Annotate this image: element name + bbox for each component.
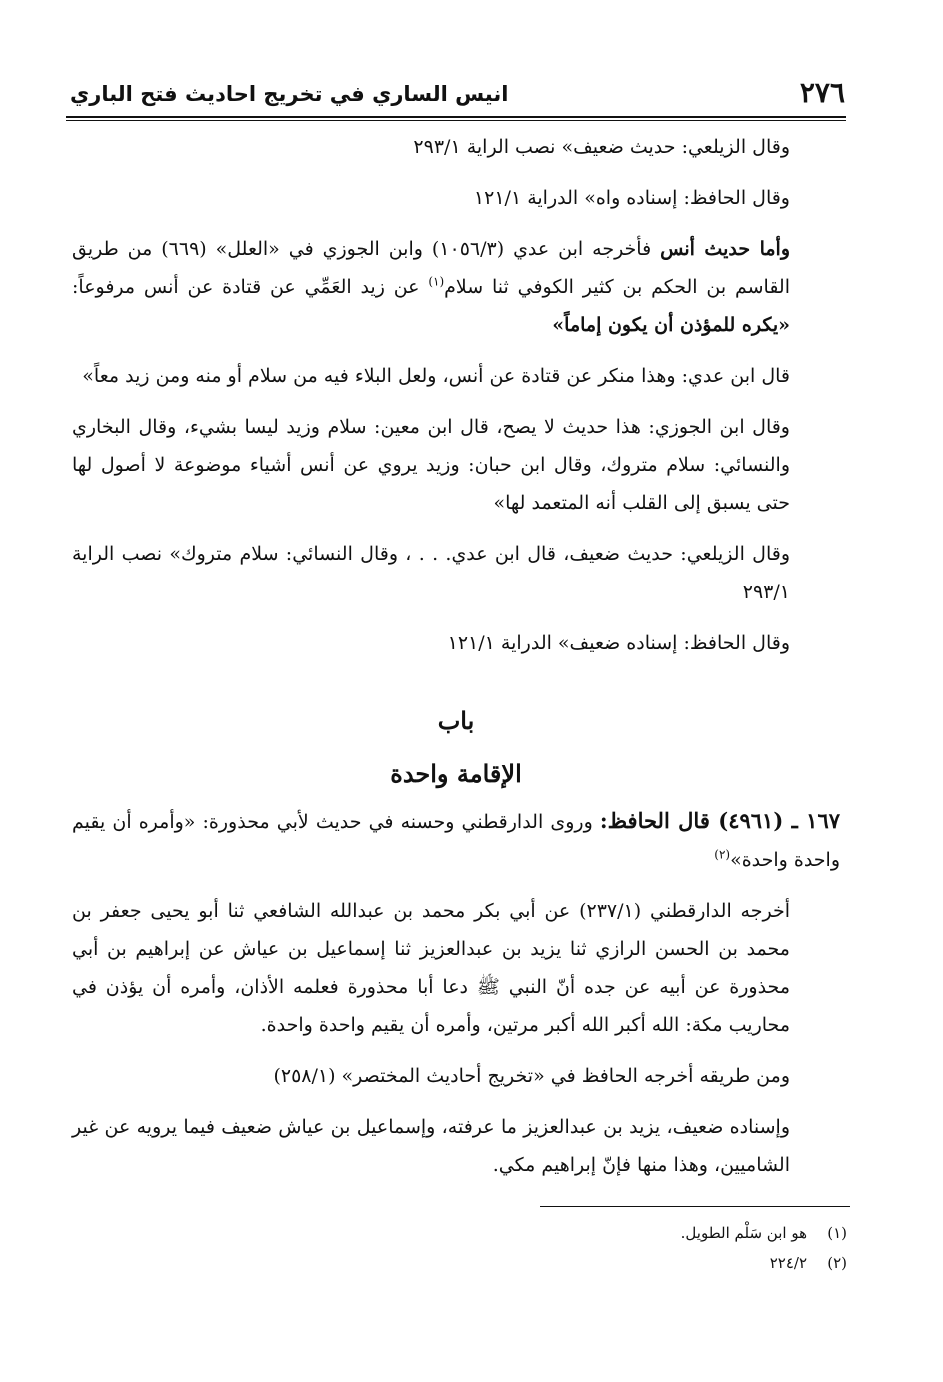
footnote-number: (١) xyxy=(827,1224,847,1242)
chapter-spacer xyxy=(72,675,840,701)
ibn-adi-paragraph: قال ابن عدي: وهذا منكر عن قتادة عن أنس، ولعل البلاء فيه من سلام أو منه ومن زيد معاً» xyxy=(82,365,790,387)
footnote-ref-2: (٢) xyxy=(714,847,731,862)
hadith-number: ١٦٧ ـ (٤٩٦١) قال الحافظ: xyxy=(599,808,841,833)
chapter-label: باب xyxy=(437,706,475,735)
anas-text-1: فأخرجه ابن عدي (١٠٥٦/٣) وابن الجوزي في «العلل» (٦٦٩) من طريق القاسم بن الحكم بن كثير الكوفي ثنا سلام xyxy=(72,238,791,298)
anas-quote: «يكره للمؤذن أن يكون إماماً» xyxy=(552,314,790,336)
footnote-text: هو ابن سَلْم الطويل. xyxy=(680,1224,807,1242)
zaylai-paragraph: وقال الزيلعي: حديث ضعيف، قال ابن عدي. . . ، وقال النسائي: سلام متروك» نصب الراية ٢٩٣/١ xyxy=(72,543,790,603)
anas-lead: وأما حديث أنس xyxy=(660,238,790,260)
footnotes xyxy=(447,1218,847,1278)
tariq-paragraph: ومن طريقه أخرجه الحافظ في «تخريج أحاديث المختصر» (٢٥٨/١) xyxy=(273,1065,790,1087)
page-body xyxy=(72,128,840,1197)
anas-text-2: عن زيد العَمِّي عن قتادة عن أنس مرفوعاً: xyxy=(72,276,429,298)
anas-hadith-paragraph xyxy=(72,230,840,344)
hafiz-quote: وقال الحافظ: إسناده واه» الدراية ١٢١/١ xyxy=(473,187,790,209)
ibn-jawzi-paragraph: وقال ابن الجوزي: هذا حديث لا يصح، قال ابن معين: سلام وزيد ليسا بشيء، وقال البخاري والنسائي: سلام متروك، وقال ابن حبان: وزيد يروي عن أنس أشياء موضوعة لا أصول لها حتى يسبق إلى القلب أنه المتعمد لها» xyxy=(72,416,790,514)
footnote-text: ٢٢٤/٢ xyxy=(769,1254,807,1272)
running-head xyxy=(60,76,845,116)
footnote-ref-1: (١) xyxy=(428,274,445,289)
chapter-title: الإقامة واحدة xyxy=(390,759,522,788)
hadith-text: وروى الدارقطني وحسنه في حديث لأبي محذورة: «وأمره أن يقيم واحدة واحدة» xyxy=(72,811,840,871)
hadith-entry xyxy=(72,802,840,879)
daraqutni-paragraph: أخرجه الدارقطني (٢٣٧/١) عن أبي بكر محمد بن عبدالله الشافعي ثنا أبو يحيى جعفر بن محمد بن الحسن الرازي ثنا يزيد بن عبدالعزيز ثنا إسماعيل بن عياش عن إبراهيم بن أبي محذورة عن أبيه عن جده أنّ النبي ﷺ دعا أبا محذورة فعلمه الأذان، وأمره أن يؤذن في محاريب مكة: الله أكبر الله أكبر مرتين، وأمره أن يقيم واحدة واحدة. xyxy=(72,900,790,1036)
header-rule xyxy=(66,116,846,118)
footnote-number: (٢) xyxy=(827,1254,847,1272)
isnad-paragraph: وإسناده ضعيف، يزيد بن عبدالعزيز ما عرفته، وإسماعيل بن عياش ضعيف فيما يرويه عن غير الشاميين، وهذا منها فإنّ إبراهيم مكي. xyxy=(72,1116,790,1176)
footnote-rule xyxy=(540,1206,850,1207)
zaylai-quote: وقال الزيلعي: حديث ضعيف» نصب الراية ٢٩٣/١ xyxy=(413,136,790,158)
footnote-1 xyxy=(447,1218,847,1248)
footnote-2 xyxy=(447,1248,847,1278)
page-number: ٢٧٦ xyxy=(799,76,845,109)
hafiz-paragraph: وقال الحافظ: إسناده ضعيف» الدراية ١٢١/١ xyxy=(447,632,790,654)
running-title: انيس الساري في تخريج احاديث فتح الباري xyxy=(70,82,509,106)
header-rule-thin xyxy=(66,120,846,121)
